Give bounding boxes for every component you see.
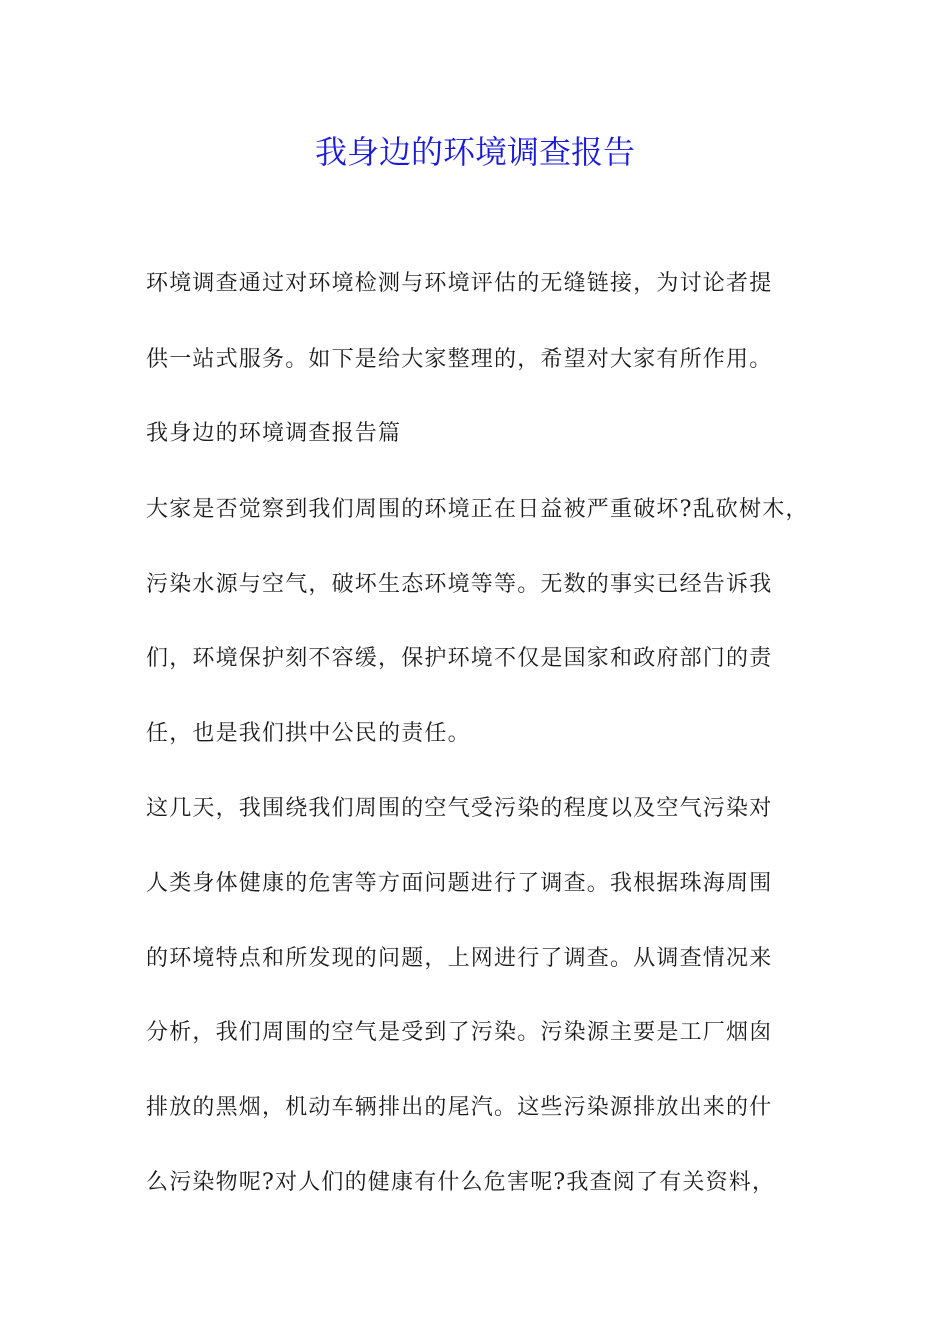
body-line-2: 供一站式服务。如下是给大家整理的，希望对大家有所作用。 bbox=[146, 347, 773, 372]
body-line-5: 污染水源与空气，破坏生态环境等等。无数的事实已经告诉我 bbox=[146, 572, 773, 597]
body-line-10: 的环境特点和所发现的问题，上网进行了调查。从调查情况来 bbox=[146, 946, 773, 971]
section-heading: 我身边的环境调查报告篇 bbox=[146, 421, 402, 446]
body-line-6: 们，环境保护刻不容缓，保护环境不仅是国家和政府部门的责 bbox=[146, 646, 773, 671]
body-line-12: 排放的黑烟，机动车辆排出的尾汽。这些污染源排放出来的什 bbox=[146, 1095, 773, 1120]
body-line-13: 么污染物呢?对人们的健康有什么危害呢?我查阅了有关资料， bbox=[146, 1170, 776, 1195]
body-line-8: 这几天，我围绕我们周围的空气受污染的程度以及空气污染对 bbox=[146, 796, 773, 821]
body-line-9: 人类身体健康的危害等方面问题进行了调查。我根据珠海周围 bbox=[146, 871, 773, 896]
body-line-1: 环境调查通过对环境检测与环境评估的无缝链接，为讨论者提 bbox=[146, 271, 773, 296]
body-line-11: 分析，我们周围的空气是受到了污染。污染源主要是工厂烟囱 bbox=[146, 1020, 773, 1045]
body-line-7: 任，也是我们拱中公民的责任。 bbox=[146, 721, 471, 746]
document-title: 我身边的环境调查报告 bbox=[314, 133, 635, 171]
body-line-4: 大家是否觉察到我们周围的环境正在日益被严重破坏?乱砍树木， bbox=[146, 497, 809, 522]
